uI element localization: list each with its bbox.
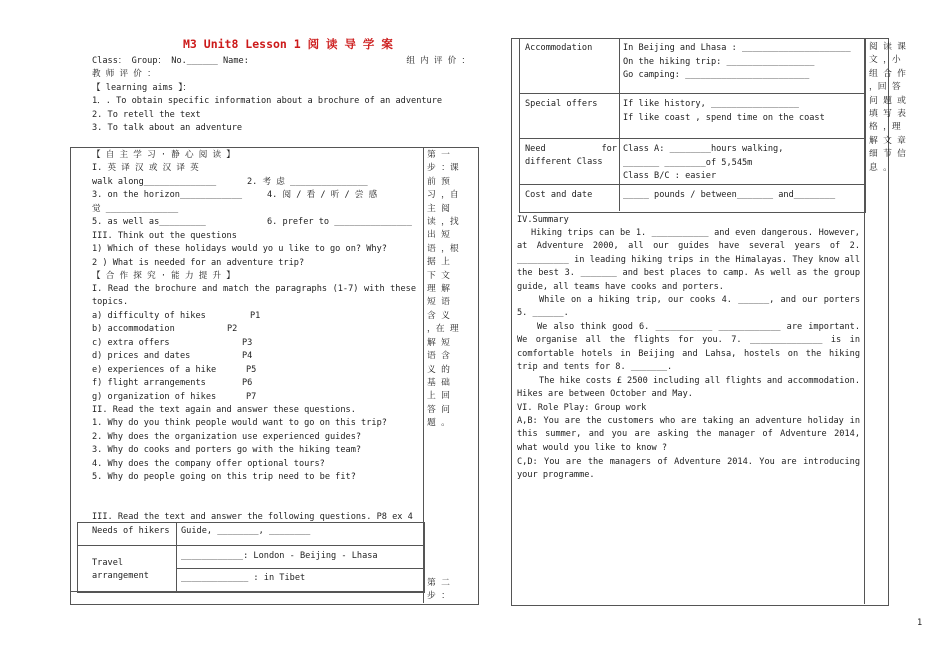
why-question: 5. Why do people going on this trip need to be fit? bbox=[92, 472, 356, 482]
vocab-2c: 觉 ______________ bbox=[92, 204, 179, 214]
match-item-label: d) prices and dates bbox=[92, 351, 191, 361]
special-offers-line: If like history, _________________ bbox=[623, 99, 799, 109]
match-item-label: a) difficulty of hikes bbox=[92, 311, 206, 321]
match-item-paragraph: P2 bbox=[227, 324, 238, 334]
travel-value-1: ____________: London - Beijing - Lhasa bbox=[181, 551, 378, 561]
roleplay-ab: A,B: You are the customers who are taking an adventure holiday in this summer, and you are asking the manager of Adventure 2014, what would you like to know ? bbox=[517, 416, 860, 453]
vocab-2a: 3. on the horizon____________ bbox=[92, 190, 243, 200]
why-question: 4. Why does the company offer optional tours? bbox=[92, 459, 325, 469]
need-class-line: Class A: ________hours walking, bbox=[623, 144, 784, 154]
needs-value: Guide, ________, ________ bbox=[181, 526, 311, 536]
need-class-line: Class B/C : easier bbox=[623, 171, 717, 181]
cost-date-line: _____ pounds / between_______ and________ bbox=[623, 190, 836, 200]
match-item-paragraph: P7 bbox=[246, 392, 257, 402]
aim-item: 2. To retell the text bbox=[92, 110, 201, 120]
vocab-3b: 6. prefer to _______________ bbox=[267, 217, 412, 227]
cost-date-label: Cost and date bbox=[525, 190, 593, 200]
special-offers-line: If like coast , spend time on the coast bbox=[623, 113, 825, 123]
read-again: II. Read the text again and answer these questions. bbox=[92, 405, 356, 415]
travel-label: Travel arrangement bbox=[92, 558, 149, 582]
hikers-table-row bbox=[77, 545, 423, 546]
match-item-label: f) flight arrangements bbox=[92, 378, 206, 388]
page-number: 1 bbox=[917, 618, 923, 628]
trip-table-col bbox=[619, 38, 620, 211]
accommodation-label: Accommodation bbox=[525, 43, 593, 53]
summary-paragraph: While on a hiking trip, our cooks 4. ______, and our porters 5. ______. bbox=[517, 295, 860, 319]
question-2: 2 ) What is needed for an adventure trip? bbox=[92, 258, 305, 268]
aim-item: 1．. To obtain specific information about a brochure of an adventure bbox=[92, 96, 443, 106]
step-two-note: 第 二 步 ： bbox=[427, 578, 450, 602]
needs-label: Needs of hikers bbox=[92, 526, 170, 536]
match-item-paragraph: P5 bbox=[246, 365, 257, 375]
summary-paragraph: The hike costs £ 2500 including all flights and accommodation. Hikes are between October and May. bbox=[517, 376, 860, 400]
vocab-3a: 5. as well as_________ bbox=[92, 217, 206, 227]
match-item-paragraph: P1 bbox=[250, 311, 261, 321]
why-question: 3. Why do cooks and porters go with the hiking team? bbox=[92, 445, 362, 455]
vocab-1b: 2. 考 虑 _______________ bbox=[247, 177, 368, 187]
summary-paragraph: Hiking trips can be 1. ___________ and even dangerous. However, at Adventure 2000, all our guides have several years of 2. __________ in leading hiking trips in the Himalayas. They know all the best 3. _______ and best places to camp. As well as the group guide, all teams have cooks and porters. bbox=[517, 228, 860, 292]
teacher-eval: 教 师 评 价 ： bbox=[92, 69, 156, 79]
why-question: 1. Why do you think people would want to go on this trip? bbox=[92, 418, 387, 428]
match-item-paragraph: P6 bbox=[242, 378, 253, 388]
match-item-label: b) accommodation bbox=[92, 324, 175, 334]
summary-heading: IV.Summary bbox=[517, 215, 569, 225]
step-one-note: 第 一 步 ：课 前 预 习 ，自 主 阅 读 ，找 出 短 语 ，根 据 上 下 文 理 解 短 语 含 义 ，在 理 解 短 语 含 义 的 基 础 上 回 答 问 题 。 bbox=[427, 150, 459, 429]
reading-note: 阅 读 课 文 ，小 组 合 作 ，回 答 问 题 或 填 写 表 格 ，理 解 文 章 细 节 信 息 。 bbox=[869, 42, 906, 173]
question-1: 1) Which of these holidays would yo u like to go on? Why? bbox=[92, 244, 387, 254]
section-3: III. Think out the questions bbox=[92, 231, 237, 241]
match-item-label: e) experiences of a hike bbox=[92, 365, 217, 375]
need-class-label: Need for different Class bbox=[525, 144, 617, 168]
summary-paragraph: We also think good 6. ___________ ____________ are important. We organise all the flights for you. 7. ______________ is in comfortable hotels in Beijing and Lahsa, hostels on the hiking trip and tents for 8. _______. bbox=[517, 322, 860, 373]
special-offers-label: Special offers bbox=[525, 99, 598, 109]
coop-heading: 【 合 作 探 究 · 能 力 提 升 】 bbox=[92, 271, 235, 281]
roleplay-heading: VI. Role Play: Group work bbox=[517, 403, 647, 413]
travel-value-2: _____________ : in Tibet bbox=[181, 573, 306, 583]
accommodation-line: In Beijing and Lhasa : _____________________ bbox=[623, 43, 851, 53]
match-intro: I. Read the brochure and match the paragraphs (1-7) with these topics. bbox=[92, 284, 416, 308]
need-class-line: _______ ________of 5,545m bbox=[623, 158, 753, 168]
section-1: I. 英 译 汉 或 汉 译 英 bbox=[92, 163, 199, 173]
vocab-1a: walk along______________ bbox=[92, 177, 217, 187]
read-answer: III. Read the text and answer the following questions. P8 ex 4 bbox=[92, 512, 413, 522]
class-line: Class： Group： No.______ Name: bbox=[92, 56, 249, 66]
hikers-table-col bbox=[176, 522, 177, 591]
match-item-label: g) organization of hikes bbox=[92, 392, 217, 402]
accommodation-line: On the hiking trip: _________________ bbox=[623, 57, 815, 67]
page-title: M3 Unit8 Lesson 1 阅 读 导 学 案 bbox=[183, 37, 393, 51]
accommodation-line: Go camping: ________________________ bbox=[623, 70, 810, 80]
trip-table-row bbox=[519, 93, 864, 94]
why-question: 2. Why does the organization use experienced guides? bbox=[92, 432, 362, 442]
hikers-table-subrow bbox=[176, 568, 423, 569]
aims-heading: 【 learning aims 】： bbox=[92, 83, 192, 93]
group-eval: 组 内 评 价 ： bbox=[406, 56, 470, 66]
match-item-label: c) extra offers bbox=[92, 338, 170, 348]
aim-item: 3. To talk about an adventure bbox=[92, 123, 243, 133]
trip-table-row bbox=[519, 184, 864, 185]
roleplay-cd: C,D: You are the managers of Adventure 2014. You are introducing your programme. bbox=[517, 457, 860, 481]
match-item-paragraph: P4 bbox=[242, 351, 253, 361]
trip-table-row bbox=[519, 138, 864, 139]
match-item-paragraph: P3 bbox=[242, 338, 253, 348]
vocab-2b: 4. 阅 / 看 / 听 / 尝 感 bbox=[267, 190, 378, 200]
self-study-heading: 【 自 主 学 习 · 静 心 阅 读 】 bbox=[92, 150, 235, 160]
